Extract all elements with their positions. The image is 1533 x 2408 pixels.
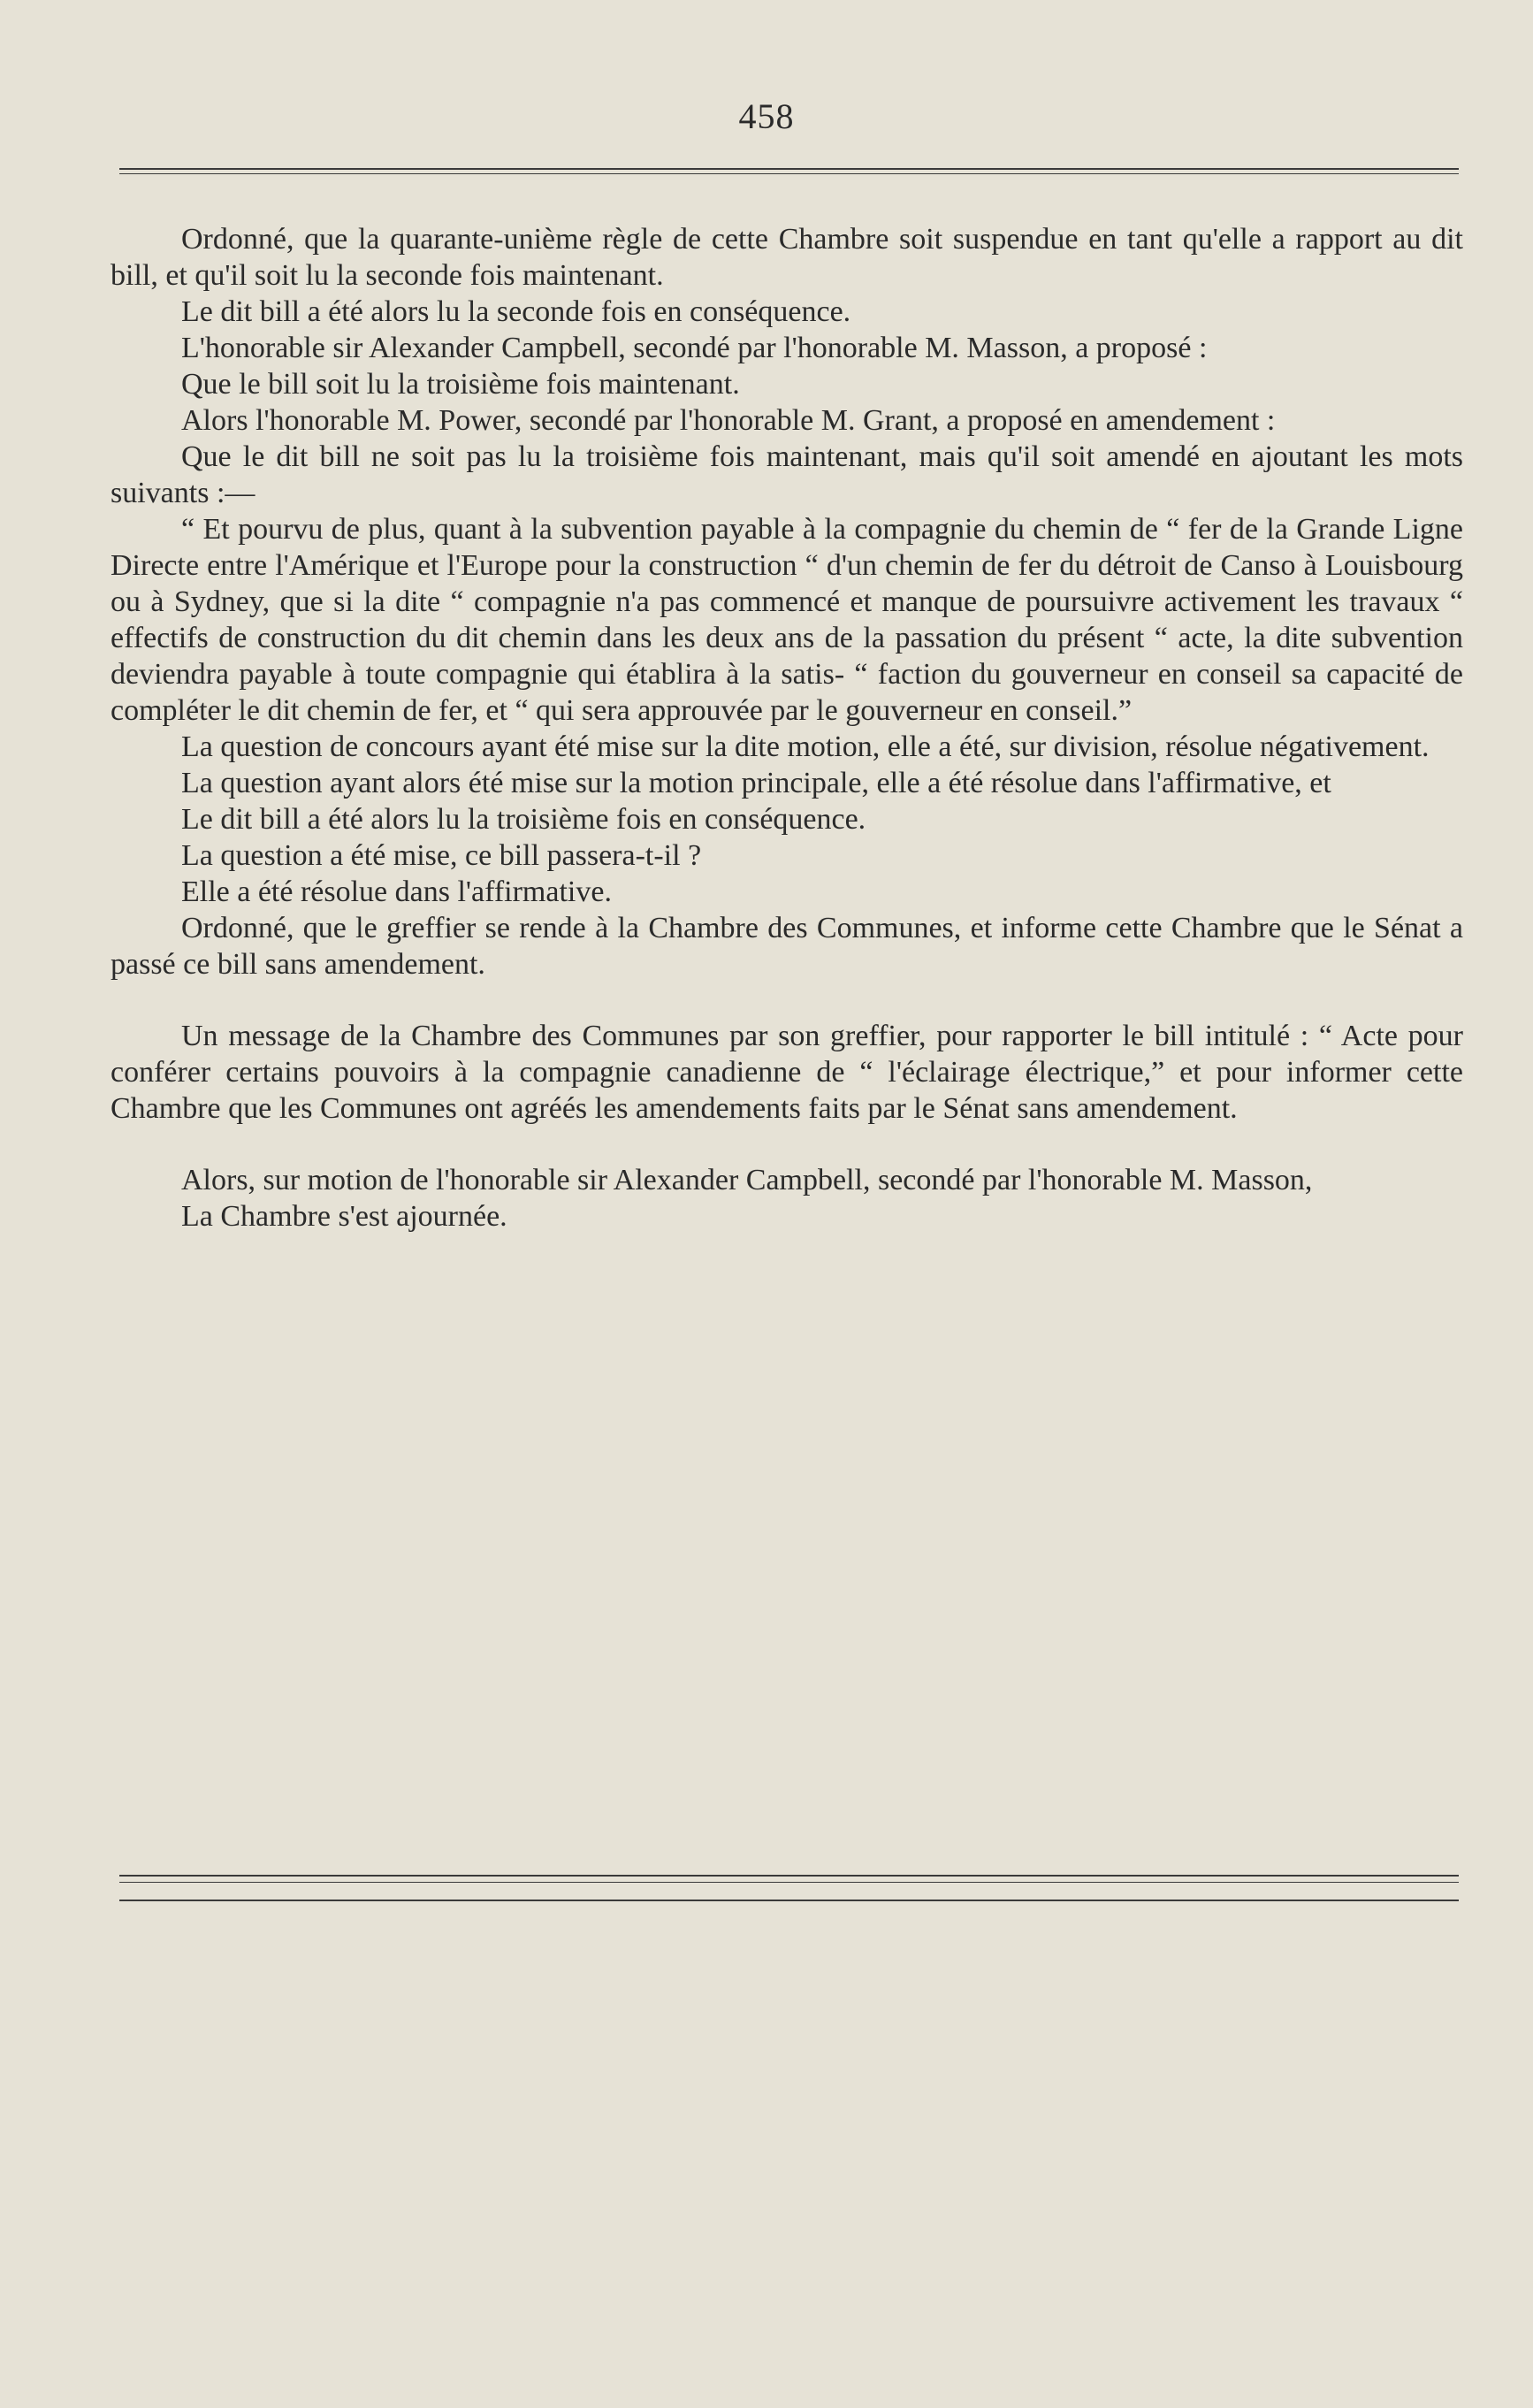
paragraph: Alors, sur motion de l'honorable sir Alexander Campbell, secondé par l'honorable M. Masson,: [181, 1164, 1313, 1196]
page-number: 458: [738, 96, 795, 136]
paragraph: Elle a été résolue dans l'affirmative.: [181, 875, 612, 908]
body-text: [111, 221, 1463, 1235]
footer-rule: [119, 1875, 1459, 1877]
paragraph: Alors l'honorable M. Power, secondé par l'honorable M. Grant, a proposé en amendement :: [181, 404, 1276, 437]
paragraph: L'honorable sir Alexander Campbell, secondé par l'honorable M. Masson, a proposé :: [181, 332, 1208, 364]
paragraph: La question a été mise, ce bill passera-t-il ?: [181, 839, 702, 872]
paragraph: Le dit bill a été alors lu la troisième fois en conséquence.: [181, 803, 866, 836]
paragraph: Que le bill soit lu la troisième fois maintenant.: [181, 368, 740, 401]
quoted-amendment: “ Et pourvu de plus, quant à la subvention payable à la compagnie du chemin de “ fer de la Grande Ligne Directe entre l'Amérique et l'Europe pour la construction “ d'un chemin de fer du détroit de Canso à Louisbourg ou à Sydney, que si la dite “ compagnie n'a pas commencé et manque de poursuivre activement les travaux “ effectifs de construction du dit chemin dans les deux ans de la passation du présent “ acte, la dite subvention deviendra payable à toute compagnie qui établira à la satis- “ faction du gouverneur en conseil sa capacité de compléter le dit chemin de fer, et “ qui sera approuvée par le gouverneur en conseil.”: [111, 513, 1463, 727]
paragraph: Ordonné, que la quarante-unième règle de cette Chambre soit suspendue en tant qu'elle a rapport au dit bill, et qu'il soit lu la seconde fois maintenant.: [111, 223, 1463, 292]
paragraph: La question de concours ayant été mise sur la dite motion, elle a été, sur division, résolue négativement.: [181, 730, 1430, 763]
paragraph: Le dit bill a été alors lu la seconde fois en conséquence.: [181, 295, 851, 328]
paragraph: Un message de la Chambre des Communes par son greffier, pour rapporter le bill intitulé : “ Acte pour conférer certains pouvoirs à la compagnie canadienne de “ l'éclairage électrique,” et pour informer cette Chambre que les Communes ont agréés les amendements faits par le Sénat sans amendement.: [111, 1020, 1463, 1125]
paragraph: Que le dit bill ne soit pas lu la troisième fois maintenant, mais qu'il soit amendé en ajoutant les mots suivants :—: [111, 440, 1463, 509]
header-rule: [119, 168, 1459, 170]
footer-rule-thin: [119, 1882, 1459, 1883]
footer-rule-lower: [119, 1900, 1459, 1901]
paragraph: La Chambre s'est ajournée.: [181, 1200, 507, 1233]
paragraph: La question ayant alors été mise sur la motion principale, elle a été résolue dans l'affirmative, et: [181, 767, 1331, 799]
header-rule-thin: [119, 173, 1459, 174]
paragraph: Ordonné, que le greffier se rende à la Chambre des Communes, et informe cette Chambre que le Sénat a passé ce bill sans amendement.: [111, 912, 1463, 981]
